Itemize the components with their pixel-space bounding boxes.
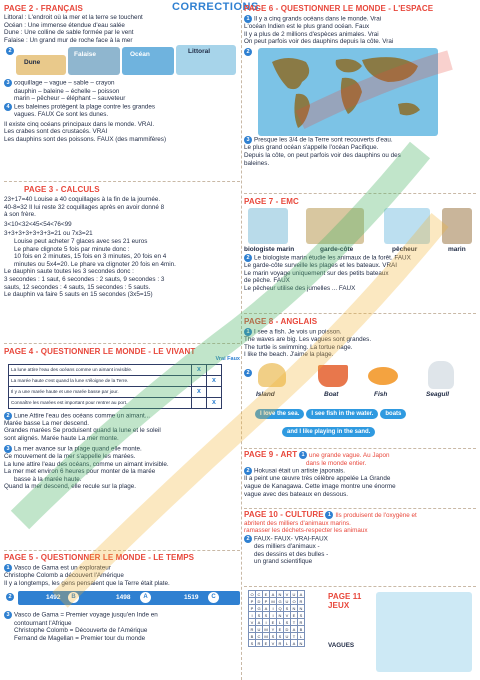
calc-line: à son frère.: [4, 211, 36, 219]
word-search-cell[interactable]: M: [264, 626, 268, 632]
vrai-cell[interactable]: x: [192, 386, 207, 397]
word-search-row: [249, 619, 305, 626]
space-text: Presque les 3/4 de la Terre sont recouverts d'eau.: [254, 136, 393, 144]
word-search-cell[interactable]: S: [284, 619, 291, 626]
image-label: Dune: [24, 59, 41, 67]
section-page6: [244, 4, 476, 167]
word-search-row: [249, 591, 305, 598]
calc-line: minutes ou 5x4=20. Le phare va clignoter 20 fois en 4min.: [14, 260, 176, 268]
word-search-cell[interactable]: T: [291, 619, 298, 626]
section-page7: [244, 197, 476, 293]
calc-line: 23+17=40 Louise a 40 coquillages à la fin de la journée.: [4, 196, 161, 203]
art-text: vague avec des bateaux en dessous.: [244, 490, 348, 498]
word-search-row: [249, 633, 305, 640]
english-text: The turtle is swimming. La tortue nage.: [244, 343, 353, 351]
history-line: [4, 611, 240, 619]
section-page5: [4, 553, 240, 643]
true-false-header: Vrai Faux: [215, 356, 240, 362]
word-search-cell[interactable]: P: [249, 598, 256, 605]
word-search-cell[interactable]: S: [277, 633, 284, 640]
word-search-cell[interactable]: O: [250, 591, 254, 597]
word-search-cell[interactable]: T: [291, 633, 298, 640]
space-text: Il y a cinq grands océans dans le monde. Vrai: [254, 15, 382, 23]
statement-text: Les baleines protègent la plage contre les grandes: [14, 103, 156, 111]
word-search-cell[interactable]: M: [271, 598, 275, 604]
sailor-image: [442, 208, 472, 244]
statement-text: Les crabes sont des crustacés. VRAI: [4, 128, 108, 136]
divider: [4, 181, 240, 182]
tide-text: basse à la marée haute.: [14, 475, 82, 483]
sentence-pill: and I like playing in the sand.: [282, 427, 375, 437]
vrai-cell[interactable]: x: [192, 364, 207, 375]
divider: [244, 448, 476, 449]
word-search-cell[interactable]: U: [284, 598, 291, 605]
calc-line: Le dauphin saute toutes les 3 secondes donc :: [4, 268, 134, 276]
space-text: baleines.: [244, 159, 270, 167]
art-text: Il a peint une œuvre très célèbre appelée La Grande: [244, 475, 391, 483]
faux-cell[interactable]: [207, 386, 222, 397]
tide-text: La lune attire l'eau des océans, comme un aimant invisible.: [4, 460, 169, 468]
section-page3: [4, 185, 240, 299]
vrai-cell[interactable]: [192, 375, 207, 386]
calc-line: Louise peut acheter 7 glaces avec ses 21 euros: [14, 237, 148, 245]
word-search-cell[interactable]: G: [257, 605, 261, 611]
word-search-cell[interactable]: E: [291, 612, 298, 619]
image-label: Falaise: [74, 51, 97, 59]
calc-line: 3 secondes : 1 saut, 6 secondes : 2 sauts, 9 secondes : 3: [4, 275, 165, 283]
definition: Océan : Une immense étendue d'eau salée: [4, 21, 125, 29]
number-badge: 2: [4, 412, 12, 420]
table-cell: La marée haute c'est quand la lune s'éloigne de la Terre.: [9, 375, 192, 386]
word-search-grid: [248, 590, 305, 647]
section-page2: [4, 4, 240, 143]
section-heading: PAGE 4 - QUESTIONNER LE MONDE - LE VIVANT: [4, 347, 196, 356]
art-text: dans le monde entier.: [306, 459, 367, 467]
word-search-cell[interactable]: U: [291, 591, 298, 598]
definition: Falaise : Un grand mur de roche face à la mer: [4, 36, 133, 44]
emc-text: Le garde-côte surveille les plages et les bateaux. VRAI: [244, 262, 397, 270]
art-text: Hokusai était un artiste japonais.: [254, 467, 346, 475]
word-search-cell[interactable]: B: [298, 626, 305, 633]
number-badge: 2: [244, 369, 252, 377]
divider: [4, 550, 240, 551]
section-heading: PAGE 2 - FRANÇAIS: [4, 4, 83, 13]
word-search-cell[interactable]: I: [270, 612, 277, 619]
section-page9: [244, 451, 476, 498]
word-search-cell[interactable]: A: [270, 591, 277, 598]
word-search-cell[interactable]: S: [284, 605, 291, 612]
timeline-letter: C: [208, 592, 219, 603]
calc-line: 10 fois en 2 minutes, 15 fois en 3 minutes, 20 fois en 4: [14, 253, 167, 261]
history-text: Vasco de Gama est un explorateur: [14, 564, 111, 572]
vocab-label: Boat: [324, 391, 339, 399]
page-title: CORRECTIONS: [172, 1, 259, 13]
word-search-cell[interactable]: D: [284, 626, 291, 633]
space-line: [244, 136, 476, 144]
word-found: VAGUES: [328, 642, 355, 649]
english-line: [244, 328, 476, 336]
section-heading: PAGE 8 - ANGLAIS: [244, 317, 318, 326]
word-search-cell[interactable]: L: [284, 640, 291, 647]
number-badge: 3: [244, 136, 252, 144]
word-search-cell[interactable]: I: [263, 619, 270, 626]
culture-text: ramasser les déchets-respecter les animaux: [244, 527, 368, 535]
word-search-cell[interactable]: C: [256, 633, 263, 640]
tide-text: Ce mouvement de la mer s'appelle les marées.: [4, 452, 136, 460]
word-search-cell[interactable]: U: [284, 633, 291, 640]
word-search-cell[interactable]: E: [263, 640, 270, 647]
odd-word-text: coquillage – vague – sable – crayon: [14, 80, 115, 88]
word-search-cell[interactable]: V: [284, 612, 291, 619]
timeline: [4, 589, 240, 609]
word-search-cell[interactable]: N: [298, 640, 305, 647]
section-heading: PAGE 3 - CALCULS: [24, 185, 100, 194]
space-text: Depuis la côte, on peut parfois voir des dauphins ou des: [244, 151, 401, 159]
word-search-cell[interactable]: D: [256, 598, 263, 605]
space-text: Le plus grand océan s'appelle l'océan Pacifique.: [244, 144, 379, 152]
timeline-date: 1492: [46, 594, 61, 602]
history-text: Vasco de Gama = Premier voyage jusqu'en Inde en: [14, 612, 158, 620]
timeline-letter: B: [68, 592, 79, 603]
divider: [4, 343, 240, 344]
calc-line: 40-8=32 Il lui reste 32 coquillages après en avoir donné 8: [4, 203, 165, 211]
number-badge: 1: [325, 511, 333, 519]
tide-text: La mer met environ 6 heures pour monter de la marée: [4, 468, 156, 476]
word-search-row: [249, 640, 305, 647]
divider: [244, 313, 476, 314]
english-text: I like the beach. J'aime la plage.: [244, 351, 334, 359]
word-search-cell[interactable]: U: [256, 626, 263, 633]
vocab-label: Fish: [374, 391, 388, 399]
sentence-pill: I love the sea.: [255, 409, 304, 419]
number-badge: 1: [4, 564, 12, 572]
space-line: [244, 15, 476, 23]
word-search-cell[interactable]: V: [270, 640, 277, 647]
coast-guard-image: [306, 208, 364, 244]
section-heading: PAGE 5 - QUESTIONNER LE MONDE - LE TEMPS: [4, 553, 195, 562]
word-search-cell[interactable]: R: [249, 626, 256, 633]
emc-text: Le biologiste marin étudie les animaux de la forêt. FAUX: [254, 254, 411, 262]
sentence-pills: [244, 402, 476, 438]
word-search-cell[interactable]: N: [298, 605, 305, 612]
faux-cell[interactable]: [207, 364, 222, 375]
section-page8: [244, 317, 476, 438]
word-search-cell[interactable]: A: [263, 605, 270, 612]
vrai-cell[interactable]: [192, 397, 207, 408]
divider: [244, 586, 476, 587]
table-cell: Il y a une marée haute et une marée basse par jour.: [9, 386, 192, 397]
word-search-cell[interactable]: N: [291, 605, 298, 612]
number-badge: 2: [6, 47, 14, 55]
word-search-cell[interactable]: M: [264, 633, 268, 639]
table-row: [9, 364, 222, 375]
word-search-row: [249, 612, 305, 619]
culture-text: Ils produisent de l'oxygène et: [335, 512, 417, 519]
matching-text: Grandes marées Se produisent quand la lune et le soleil: [4, 427, 161, 435]
table-row: [9, 397, 222, 408]
culture-text: des dessins et des bulles -: [254, 550, 329, 558]
matching-text: Lune Attire l'eau des océans comme un aimant...: [14, 412, 150, 420]
timeline-date: 1498: [116, 594, 131, 602]
divider: [244, 508, 476, 509]
number-badge: 1: [299, 451, 307, 459]
statement-line: [4, 103, 240, 111]
seagull-image: [428, 361, 454, 389]
word-search-cell[interactable]: C: [256, 591, 263, 598]
boat-image: [318, 365, 348, 387]
art-text: vague de Kanagawa. Cette image montre une énorme: [244, 483, 396, 491]
history-text: contournant l'Afrique: [14, 619, 72, 627]
history-text: Fernand de Magellan = Premier tour du monde: [14, 634, 146, 642]
faux-cell[interactable]: x: [207, 397, 222, 408]
word-search-cell[interactable]: V: [284, 591, 291, 598]
world-map-area: [244, 48, 476, 136]
word-search-row: [249, 626, 305, 633]
table-cell: La lune attire l'eau des océans comme un aimant invisible.: [9, 364, 192, 375]
word-search-cell[interactable]: S: [270, 633, 277, 640]
word-search-cell[interactable]: N: [277, 612, 284, 619]
true-false-table: [8, 364, 222, 409]
odd-word-line: [4, 79, 240, 87]
section-heading: PAGE 10 - CULTURE: [244, 510, 324, 519]
calc-line: Le dauphin va faire 5 sauts en 15 secondes (3x5=15): [4, 291, 153, 299]
calc-line: 3<10<32<45<54<76<99: [4, 220, 72, 228]
culture-text: abritent des milliers d'animaux marins.: [244, 519, 351, 527]
word-search-cell[interactable]: E: [277, 626, 284, 633]
column-divider: [241, 0, 242, 680]
emc-line: [244, 254, 476, 262]
table-cell: Connaître les marées est important pour rentrer au port.: [9, 397, 192, 408]
calc-line: Le phare clignote 5 fois par minute donc :: [14, 245, 130, 253]
word-search-row: [249, 605, 305, 612]
space-text: L'océan Indien est le plus grand océan. Faux: [244, 23, 370, 31]
word-search-cell[interactable]: B: [249, 633, 256, 640]
fish-image: [368, 367, 398, 385]
image-label: Océan: [130, 51, 150, 59]
odd-word-text: dauphin – baleine – échelle – poisson: [14, 87, 120, 95]
tide-text: Quand la mer descend, elle recule sur la plage.: [4, 483, 136, 491]
odd-word-text: marin – pêcheur – éléphant – sauveteur: [14, 95, 126, 103]
word-search-row: [249, 598, 305, 605]
section-heading: PAGE 9 - ART: [244, 450, 298, 459]
section-page10: [244, 511, 476, 566]
vocab-label: Island: [256, 391, 275, 399]
english-text: The waves are big. Les vagues sont grandes.: [244, 336, 372, 344]
word-search-cell[interactable]: R: [256, 640, 263, 647]
number-badge: 2: [6, 593, 14, 601]
word-search-cell[interactable]: Q: [278, 605, 282, 611]
history-text: Christophe Colomb = Découverte de l'Amérique: [14, 627, 148, 635]
word-search-cell[interactable]: G: [278, 598, 282, 604]
word-search-cell[interactable]: I: [270, 605, 277, 612]
landscape-images: [4, 45, 240, 77]
history-text: Il y a longtemps, les gens pensaient que la Terre était plate.: [4, 579, 170, 587]
word-search-cell[interactable]: L: [277, 619, 284, 626]
job-label: pêcheur: [392, 246, 418, 253]
word-search-cell[interactable]: I: [249, 612, 256, 619]
island-image: [258, 363, 286, 387]
section-page4: [4, 347, 240, 491]
sentence-pill: I see fish in the water.: [306, 409, 378, 419]
culture-text: des milliers d'animaux -: [254, 543, 320, 551]
world-map: [258, 48, 438, 136]
divider: [244, 193, 476, 194]
art-line: [244, 467, 476, 475]
number-badge: 2: [244, 535, 252, 543]
word-search-cell[interactable]: E: [263, 591, 270, 598]
art-text: une grande vague. Au Japon: [308, 452, 390, 459]
tide-text: La mer avance sur la plage quand elle monte.: [14, 445, 142, 453]
culture-text: FAUX- FAUX- VRAI-FAUX: [254, 535, 328, 543]
statement-text: Les dauphins sont des poissons. FAUX (des mammifères): [4, 135, 167, 143]
space-text: On peut parfois voir des dauphins depuis la côte. Vrai: [244, 38, 394, 46]
emc-text: Le marin voyage uniquement sur des petits bateaux: [244, 269, 389, 277]
vocab-label: Seagull: [426, 391, 450, 399]
section-heading: PAGE 7 - EMC: [244, 197, 299, 206]
tide-line: [4, 445, 240, 453]
word-search-cell[interactable]: A: [256, 619, 263, 626]
statement-text: Il existe cinq océans principaux dans le monde. VRAI.: [4, 120, 155, 128]
word-search-cell[interactable]: V: [249, 619, 256, 626]
word-search-cell[interactable]: S: [298, 612, 305, 619]
table-row: [9, 386, 222, 397]
word-search-cell[interactable]: N: [277, 591, 284, 598]
culture-text: un grand scientifique: [254, 558, 313, 566]
image-label: Littoral: [188, 48, 211, 56]
number-badge: 4: [4, 103, 12, 111]
timeline-letter: A: [140, 592, 151, 603]
definition: Dune : Une colline de sable formée par le vent: [4, 29, 134, 37]
word-search-cell[interactable]: Y: [270, 626, 277, 633]
beach-spot-difference-image: [376, 592, 472, 672]
history-line: [4, 564, 240, 572]
matching-line: [4, 412, 240, 420]
definition: Littoral : L'endroit où la mer et la terre se touchent: [4, 14, 143, 21]
word-search-cell[interactable]: L: [298, 633, 305, 640]
number-badge: 3: [4, 445, 12, 453]
word-search-cell[interactable]: O: [292, 598, 296, 604]
vocab-images: [244, 361, 476, 401]
fisher-image: [384, 208, 430, 244]
word-search-cell[interactable]: P: [263, 598, 270, 605]
word-search-cell[interactable]: A: [291, 626, 298, 633]
sentence-pill: boats: [380, 409, 406, 419]
matching-text: sont alignés. Marée haute La mer monte.: [4, 435, 119, 443]
word-search-cell[interactable]: R: [277, 640, 284, 647]
number-badge: 3: [4, 611, 12, 619]
biologist-image: [248, 208, 288, 244]
word-search-cell[interactable]: S: [256, 612, 263, 619]
culture-line: [244, 535, 476, 543]
number-badge: 1: [244, 328, 252, 336]
job-label: marin: [448, 246, 466, 253]
word-search-cell[interactable]: S: [263, 612, 270, 619]
english-text: I see a fish. Je vois un poisson.: [254, 328, 342, 336]
number-badge: 2: [244, 48, 252, 56]
section-heading: PAGE 6 - QUESTIONNER LE MONDE - L'ESPACE: [244, 4, 434, 13]
table-row: [9, 375, 222, 386]
space-text: Il y a plus de 2 millions d'espèces animales. Vrai: [244, 30, 379, 38]
emc-text: Le pêcheur utilise des jumelles ... FAUX: [244, 285, 356, 293]
word-search-cell[interactable]: P: [249, 605, 256, 612]
calc-line: 3+3+3+3+3+3+3=21 ou 7x3=21: [4, 230, 93, 238]
number-badge: 3: [4, 79, 12, 87]
faux-cell[interactable]: x: [207, 375, 222, 386]
jobs-images: [244, 208, 476, 254]
job-label: garde-côte: [320, 246, 354, 253]
word-search-cell[interactable]: S: [249, 640, 256, 647]
section-heading: PAGE 11 JEUX: [328, 592, 362, 610]
statement-text: vagues. FAUX Ce sont les dunes.: [14, 111, 109, 119]
culture-heading-line: [244, 511, 476, 520]
timeline-date: 1519: [184, 594, 199, 602]
number-badge: 2: [244, 254, 252, 262]
number-badge: 2: [244, 467, 252, 475]
job-label: biologiste marin: [244, 246, 295, 253]
word-search-cell[interactable]: E: [270, 619, 277, 626]
word-search-cell[interactable]: R: [298, 619, 305, 626]
number-badge: 1: [244, 15, 252, 23]
word-search-cell[interactable]: A: [298, 591, 305, 598]
emc-text: de pêche. FAUX: [244, 277, 290, 285]
history-text: Christophe Colomb a découvert l'Amérique: [4, 572, 124, 580]
word-search-cell[interactable]: A: [291, 640, 298, 647]
calc-line: sauts, 12 secondes : 4 sauts, 15 secondes : 5 sauts.: [4, 283, 151, 291]
word-search-cell[interactable]: R: [298, 598, 305, 605]
matching-text: Marée basse La mer descend.: [4, 419, 90, 427]
art-heading-line: [244, 451, 476, 460]
